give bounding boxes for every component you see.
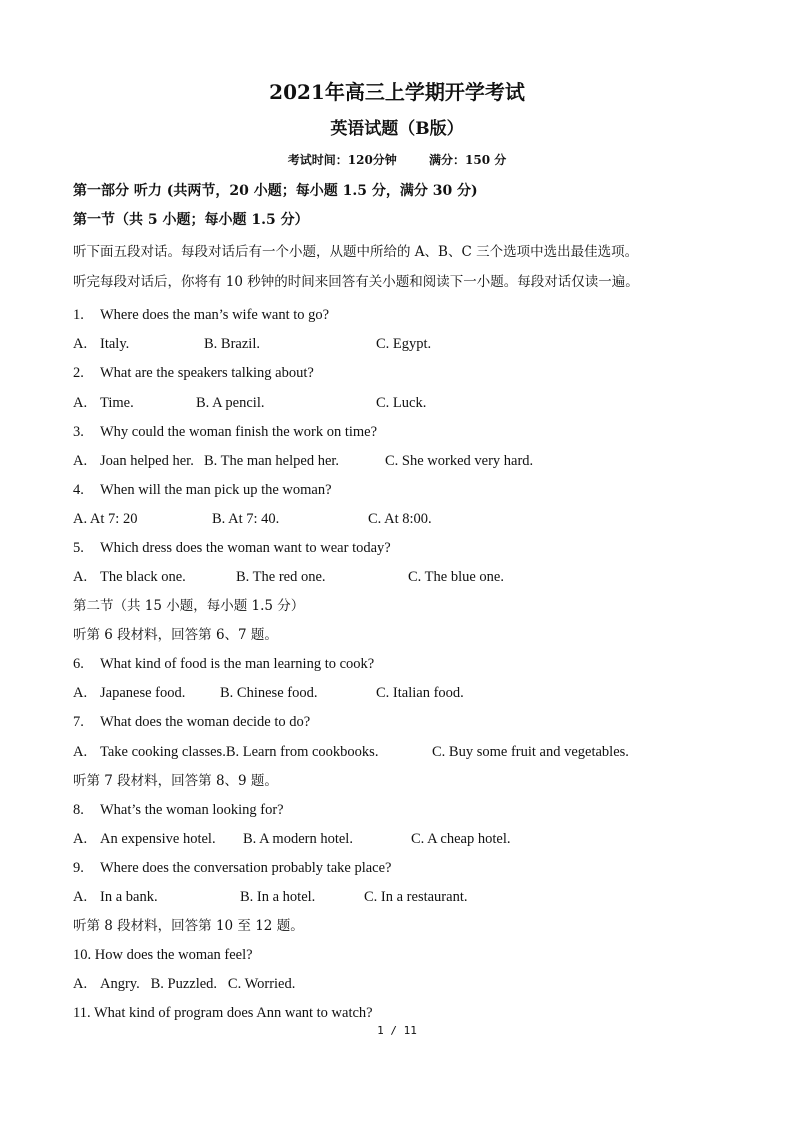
instruction-line-2: 听完每段对话后，你将有 10 秒钟的时间来回答有关小题和阅读下一小题。每段对话仅读一遍。: [73, 274, 639, 290]
option-b: B. The man helped her.: [204, 453, 340, 469]
section2-heading: 第二节（共 15 小题，每小题 1.5 分）: [73, 598, 305, 614]
question-10: [73, 945, 253, 965]
options-6: [73, 683, 464, 703]
question-7: [73, 712, 310, 732]
option-c: C. Luck.: [376, 395, 427, 411]
option-c: C. At 8:00.: [368, 511, 432, 527]
question-number: 7.: [73, 714, 84, 730]
question-text: Why could the woman finish the work on time?: [100, 424, 378, 440]
option-a-label: A.: [73, 685, 88, 701]
question-11: [73, 1003, 373, 1023]
exam-title: 2021年高三上学期开学考试: [269, 80, 525, 104]
options-4: [73, 509, 432, 529]
question-number: 4.: [73, 482, 84, 498]
option-c: C. The blue one.: [408, 569, 504, 585]
option-c: C. Egypt.: [376, 336, 432, 352]
question-text: What does the woman decide to do?: [100, 714, 311, 730]
question-number: 1.: [73, 307, 84, 323]
option-a-label: A.: [73, 889, 88, 905]
option-a-label: A.: [73, 336, 88, 352]
option-a-b: Take cooking classes.B. Learn from cookbooks.: [100, 744, 379, 760]
page-number: 1 / 11: [377, 1024, 417, 1037]
question-number: 2.: [73, 365, 84, 381]
option-a: Japanese food.: [100, 685, 186, 701]
part1-heading: 第一部分 听力 (共两节，20 小题；每小题 1.5 分，满分 30 分): [73, 183, 478, 199]
exam-meta: [0, 151, 794, 168]
option-c: C. Italian food.: [376, 685, 464, 701]
question-4: [73, 480, 332, 500]
question-text: How does the woman feel?: [94, 947, 253, 963]
option-a: Joan helped her.: [100, 453, 194, 469]
question-text: What kind of program does Ann want to watch?: [93, 1005, 373, 1021]
question-6: [73, 654, 374, 674]
option-b: B. The red one.: [236, 569, 326, 585]
question-9: [73, 858, 391, 878]
option-a: Italy.: [100, 336, 130, 352]
question-number: 11.: [73, 1005, 91, 1021]
option-c: C. Buy some fruit and vegetables.: [432, 744, 629, 760]
question-5: [73, 538, 391, 558]
option-c: C. In a restaurant.: [364, 889, 468, 905]
question-number: 3.: [73, 424, 84, 440]
options-text: Angry. B. Puzzled. C. Worried.: [100, 976, 296, 992]
option-b: B. At 7: 40.: [212, 511, 280, 527]
exam-subtitle: 英语试题（B版）: [330, 119, 464, 139]
option-c: C. She worked very hard.: [385, 453, 534, 469]
question-1: [73, 305, 329, 325]
option-b: B. A pencil.: [196, 395, 265, 411]
listen-instruction-6: 听第 6 段材料，回答第 6、7 题。: [73, 627, 278, 643]
option-a-label: A.: [73, 831, 88, 847]
option-a-label: A.: [73, 976, 88, 992]
option-b: B. In a hotel.: [240, 889, 316, 905]
question-text: What’s the woman looking for?: [100, 802, 284, 818]
question-text: When will the man pick up the woman?: [100, 482, 332, 498]
option-a-label: A.: [73, 744, 88, 760]
option-b: B. Brazil.: [204, 336, 260, 352]
options-7: [73, 742, 629, 762]
question-number: 5.: [73, 540, 84, 556]
question-3: [73, 422, 377, 442]
question-text: What are the speakers talking about?: [100, 365, 314, 381]
option-b: B. A modern hotel.: [243, 831, 353, 847]
question-number: 8.: [73, 802, 84, 818]
question-text: Which dress does the woman want to wear today?: [100, 540, 391, 556]
question-8: [73, 800, 284, 820]
question-text: Where does the conversation probably take place?: [100, 860, 392, 876]
instruction-line-1: 听下面五段对话。每段对话后有一个小题，从题中所给的 A、B、C 三个选项中选出最佳选项。: [73, 244, 639, 260]
listen-instruction-7: 听第 7 段材料，回答第 8、9 题。: [73, 773, 278, 789]
option-c: C. A cheap hotel.: [411, 831, 511, 847]
listen-instruction-8: 听第 8 段材料，回答第 10 至 12 题。: [73, 918, 304, 934]
option-a: Time.: [100, 395, 134, 411]
option-a-label: A.: [73, 395, 88, 411]
question-number: 10.: [73, 947, 92, 963]
options-1: [73, 334, 431, 354]
option-a: The black one.: [100, 569, 186, 585]
option-a-label: A.: [73, 453, 88, 469]
question-number: 6.: [73, 656, 84, 672]
option-a: A. At 7: 20: [73, 511, 138, 527]
section1-heading: 第一节（共 5 小题；每小题 1.5 分）: [73, 212, 309, 228]
option-b: B. Chinese food.: [220, 685, 318, 701]
options-2: [73, 393, 426, 413]
options-10: [73, 974, 295, 994]
option-a-label: A.: [73, 569, 88, 585]
score-label: 满分：150 分: [429, 153, 507, 167]
options-9: [73, 887, 467, 907]
question-text: What kind of food is the man learning to cook?: [100, 656, 375, 672]
options-5: [73, 567, 504, 587]
option-a: In a bank.: [100, 889, 158, 905]
question-text: Where does the man’s wife want to go?: [100, 307, 330, 323]
time-label: 考试时间：120分钟: [287, 153, 397, 167]
options-3: [73, 451, 533, 471]
question-number: 9.: [73, 860, 84, 876]
question-2: [73, 363, 314, 383]
options-8: [73, 829, 510, 849]
option-a: An expensive hotel.: [100, 831, 216, 847]
